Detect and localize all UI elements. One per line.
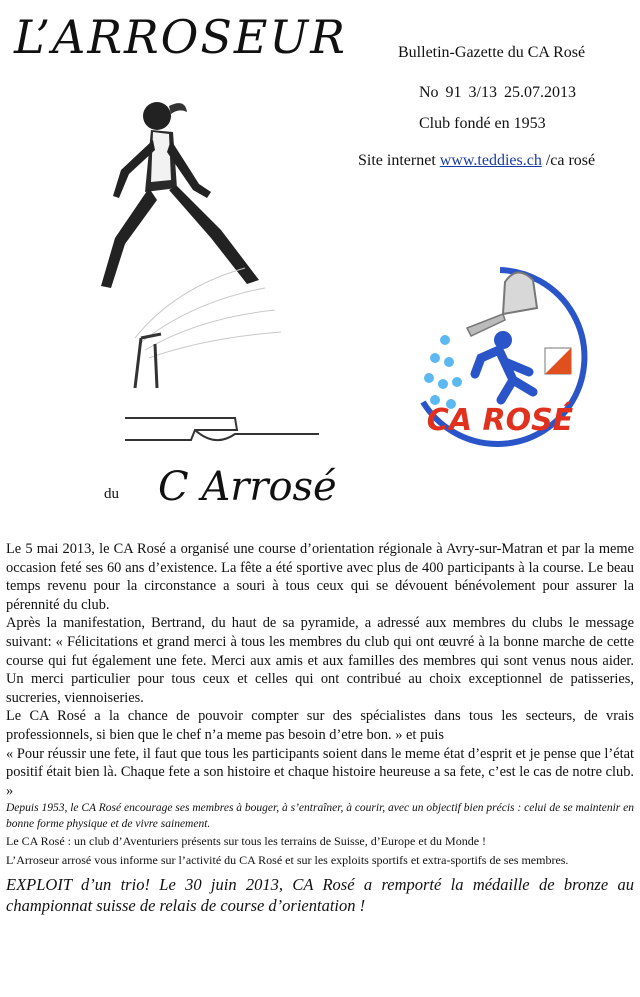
article-paragraph-2: Après la manifestation, Bertrand, du haut de sa pyramide, a adressé aux membres du clubs le message suivant: « Félicitations et grand merci à tous les membres du club qui ont œuvré à la bonne marche de cette course qui fut également une fete. Merci aux amis et aux familles des membres qui sont venus nous aider. Un merci particulier pour tous ceux et celles qui ont contribué au choix exceptionnel de patisseries, sucreries, viennoiseries. <box>6 615 634 706</box>
founded-info: Club fondé en 1953 <box>419 115 546 132</box>
article-paragraph-1: Le 5 mai 2013, le CA Rosé a organisé une course d’orientation régionale à Avry-sur-Matran et par la meme occasion feté ses 60 ans d’existence. La fête a été sportive avec plus de 400 participants à la course. Le beau temps revenu pour la circonstance a souri à tous ceux qui se dévouent bénévolement pour assurer la pérennité du club. <box>6 541 634 613</box>
masthead-title: L’ARROSEUR <box>14 10 347 64</box>
subtitle-name: C Arrosé <box>158 464 337 510</box>
article-paragraph-6: Le CA Rosé : un club d’Aventuriers présents sur tous les terrains de Suisse, d’Europe et du Monde ! <box>6 834 487 849</box>
runner-sprinkler-illustration <box>95 88 335 468</box>
article-paragraph-3: Le CA Rosé a la chance de pouvoir compter sur des spécialistes dans tous les secteurs, de vrais professionnels, si bien que le chef n’a meme pas besoin d’etre bon. » et puis <box>6 708 634 743</box>
article-paragraph-7: L’Arroseur arrosé vous informe sur l’activité du CA Rosé et sur les exploits sportifs et extra-sportifs de ses membres. <box>6 853 569 868</box>
exploit-announcement: EXPLOIT d’un trio! Le 30 juin 2013, CA Rosé a remporté la médaille de bronze au championnat suisse de relais de course d’orientation ! <box>6 875 634 916</box>
article-paragraph-5: Depuis 1953, le CA Rosé encourage ses membres à bouger, à s’entraîner, à courir, avec un objectif bien précis : celui de se maintenir en bonne forme physique et de vivre sainement. <box>6 802 634 831</box>
article-paragraph-4: « Pour réussir une fete, il faut que tous les participants soient dans le meme état d’esprit et je pense que l’état positif était bien là. Chaque fete a son histoire et chaque histoire heureuse a sa fete, c’est le cas de notre club. » <box>6 745 634 799</box>
logo-text: CA ROSÉ <box>426 403 574 438</box>
ca-rose-logo <box>405 262 595 452</box>
site-suffix: /ca rosé <box>541 152 596 169</box>
site-prefix: Site internet <box>358 152 440 169</box>
site-link[interactable]: www.teddies.ch <box>439 152 542 169</box>
bulletin-label: Bulletin-Gazette du CA Rosé <box>398 44 586 61</box>
issue-info: No 91 3/13 25.07.2013 <box>419 84 576 101</box>
article-body <box>6 540 634 916</box>
website-line <box>358 152 595 170</box>
subtitle-du: du <box>104 486 119 502</box>
